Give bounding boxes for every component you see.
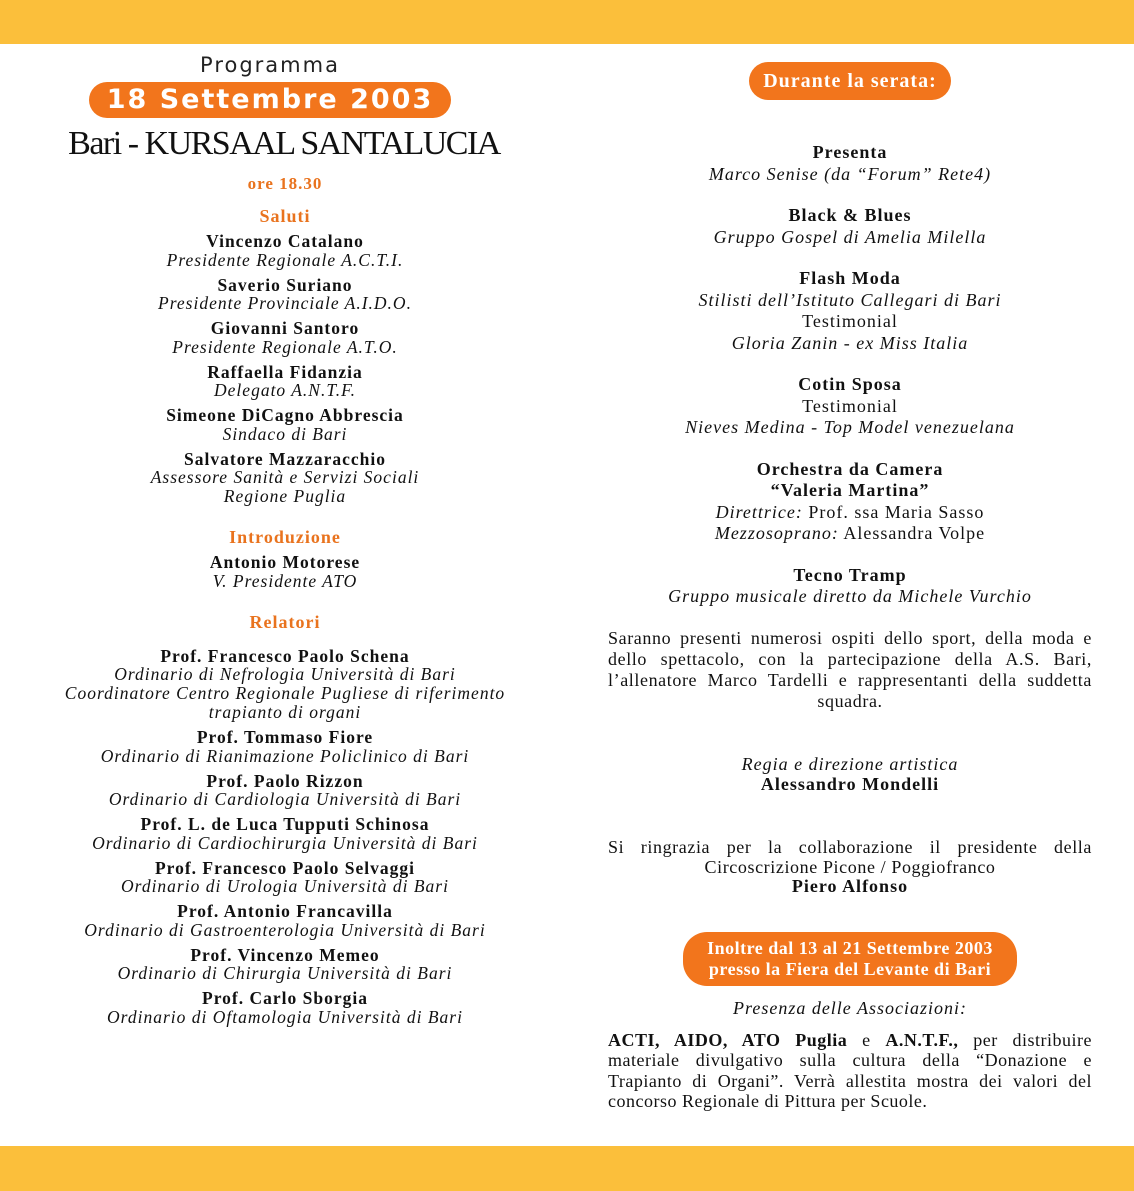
- act-desc: Gruppo Gospel di Amelia Milella: [713, 226, 987, 247]
- speaker-name: Raffaella Fidanzia: [207, 361, 363, 382]
- speaker-name: Giovanni Santoro: [210, 318, 360, 338]
- orchestra-block: [608, 459, 1092, 545]
- associations-heading: Presenza delle Associazioni:: [733, 998, 967, 1018]
- thanks-name: Piero Alfonso: [791, 876, 909, 896]
- speaker-role: Sindaco di Bari: [222, 423, 348, 444]
- speaker-role: Delegato A.N.T.F.: [214, 380, 356, 400]
- testimonial-person: Nieves Medina - Top Model venezuelana: [685, 417, 1015, 437]
- act-title: Black & Blues: [788, 205, 912, 225]
- testimonial-person: Gloria Zanin - ex Miss Italia: [731, 332, 969, 353]
- bottom-band: [0, 1146, 1134, 1191]
- speaker-entry: [40, 319, 530, 357]
- mezzo-label: Mezzosoprano:: [714, 523, 839, 543]
- speaker-role: Ordinario di Cardiologia Università di Bari: [108, 789, 462, 809]
- speaker-name: Prof. Vincenzo Memeo: [190, 944, 380, 965]
- programma-label: Programma: [200, 53, 340, 77]
- saluti-heading: Saluti: [259, 206, 311, 226]
- program-column: [40, 52, 530, 1027]
- fiera-badge: [683, 932, 1017, 986]
- regia-block: [608, 754, 1092, 794]
- speaker-entry: [40, 772, 530, 810]
- relatori-list: [40, 647, 530, 1027]
- associations-paragraph: [608, 1030, 1092, 1112]
- speaker-entry: [40, 553, 530, 591]
- speaker-role: Assessore Sanità e Servizi Sociali: [150, 467, 420, 487]
- venue-title: Bari - KURSAAL SANTALUCIA: [68, 125, 500, 162]
- mezzo-line: [608, 523, 1092, 545]
- speaker-name: Antonio Motorese: [209, 552, 361, 572]
- speaker-role: Presidente Regionale A.T.O.: [172, 336, 398, 357]
- act-desc: Gruppo musicale diretto da Michele Vurchio: [668, 586, 1032, 606]
- speaker-name: Prof. Francesco Paolo Selvaggi: [154, 857, 416, 878]
- speaker-role: Ordinario di Chirurgia Università di Bari: [117, 963, 453, 983]
- orchestra-name: “Valeria Martina”: [770, 480, 930, 500]
- black-blues-block: [608, 205, 1092, 248]
- speaker-name: Simeone DiCagno Abbrescia: [166, 405, 404, 425]
- speaker-role: Presidente Provinciale A.I.D.O.: [158, 293, 412, 313]
- speaker-entry: [40, 232, 530, 270]
- assoc-and: e: [847, 1029, 886, 1050]
- speaker-entry: [40, 946, 530, 984]
- speaker-name: Prof. Tommaso Fiore: [196, 727, 374, 747]
- speaker-name: Prof. Francesco Paolo Schena: [160, 645, 410, 666]
- regia-label: Regia e direzione artistica: [741, 753, 959, 774]
- act-title: Flash Moda: [799, 268, 901, 288]
- start-time: ore 18.30: [247, 174, 323, 193]
- assoc-text: per distribuire materiale divulgativo sulla cultura della “Donazione e Trapianto di Organi”. Verrà allestita mostra dei valori del concorso Regionale di Pittura per Scuole.: [608, 1029, 1092, 1111]
- speaker-entry: [40, 450, 530, 507]
- tecno-tramp-block: [608, 565, 1092, 608]
- thanks-block: [608, 837, 1092, 896]
- intro-heading: Introduzione: [229, 527, 341, 547]
- guests-paragraph: Saranno presenti numerosi ospiti dello sport, della moda e dello spettacolo, con la partecipazione della A.S. Bari, l’allenatore Marco Tardelli e rappresentanti della suddetta squadra.: [608, 627, 1092, 711]
- speaker-entry: [40, 902, 530, 940]
- speaker-name: Salvatore Mazzaracchio: [184, 448, 386, 469]
- assoc-names-2: A.N.T.F.,: [885, 1029, 959, 1050]
- durante-badge: Durante la serata:: [749, 62, 951, 100]
- speaker-role-extra: trapianto di organi: [208, 702, 362, 722]
- fiera-place: presso la Fiera del Levante di Bari: [708, 959, 992, 979]
- speaker-role-extra: Regione Puglia: [223, 486, 347, 506]
- speaker-role: Ordinario di Gastroenterologia Università di Bari: [84, 919, 486, 940]
- presenta-value: Marco Senise (da “Forum” Rete4): [708, 163, 992, 184]
- testimonial-label: Testimonial: [802, 311, 898, 331]
- thanks-text: Si ringrazia per la collaborazione il presidente della Circoscrizione Picone / Poggiofranco: [608, 837, 1092, 877]
- speaker-role-extra: Coordinatore Centro Regionale Pugliese di riferimento: [64, 683, 506, 703]
- speaker-role: Ordinario di Urologia Università di Bari: [121, 876, 449, 896]
- speaker-entry: [40, 815, 530, 853]
- speaker-role: Ordinario di Cardiochirurgia Università di Bari: [92, 832, 478, 853]
- testimonial-label: Testimonial: [802, 395, 898, 416]
- saluti-list: [40, 232, 530, 506]
- presenta-block: [608, 142, 1092, 185]
- act-title: Cotin Sposa: [798, 374, 902, 394]
- evening-column: [608, 62, 1092, 1112]
- speaker-entry: [40, 989, 530, 1027]
- flash-moda-block: [608, 268, 1092, 354]
- speaker-entry: [40, 276, 530, 314]
- speaker-name: Prof. Antonio Francavilla: [177, 901, 393, 921]
- speaker-entry: [40, 363, 530, 401]
- speaker-role: Ordinario di Rianimazione Policlinico di Bari: [100, 745, 470, 766]
- speaker-role: Presidente Regionale A.C.T.I.: [166, 249, 404, 270]
- speaker-name: Prof. Paolo Rizzon: [206, 770, 364, 791]
- speaker-role: V. Presidente ATO: [212, 570, 358, 591]
- mezzo-name: Alessandra Volpe: [838, 523, 986, 543]
- speaker-name: Prof. L. de Luca Tupputi Schinosa: [140, 814, 430, 834]
- fiera-dates: Inoltre dal 13 al 21 Settembre 2003: [707, 938, 993, 958]
- speaker-entry: [40, 647, 530, 723]
- speaker-name: Vincenzo Catalano: [206, 231, 364, 251]
- presenta-label: Presenta: [812, 142, 888, 162]
- regia-name: Alessandro Mondelli: [760, 774, 940, 794]
- speaker-role: Ordinario di Nefrologia Università di Bari: [114, 664, 456, 684]
- act-desc: Stilisti dell’Istituto Callegari di Bari: [698, 289, 1002, 310]
- speaker-entry: [40, 728, 530, 766]
- speaker-entry: [40, 406, 530, 444]
- speaker-name: Prof. Carlo Sborgia: [202, 988, 368, 1008]
- director-name: Prof. ssa Maria Sasso: [802, 501, 985, 522]
- cotin-sposa-block: [608, 374, 1092, 439]
- act-title: Tecno Tramp: [793, 564, 907, 585]
- relatori-heading: Relatori: [249, 611, 321, 632]
- speaker-role: Ordinario di Oftamologia Università di Bari: [107, 1006, 463, 1027]
- speaker-name: Saverio Suriano: [217, 274, 353, 295]
- director-label: Direttrice:: [715, 501, 803, 522]
- speaker-entry: [40, 859, 530, 897]
- date-badge: 18 Settembre 2003: [89, 82, 452, 118]
- act-title: Orchestra da Camera: [756, 458, 944, 479]
- director-line: [608, 502, 1092, 524]
- top-band: [0, 0, 1134, 44]
- assoc-names-1: ACTI, AIDO, ATO Puglia: [608, 1029, 848, 1050]
